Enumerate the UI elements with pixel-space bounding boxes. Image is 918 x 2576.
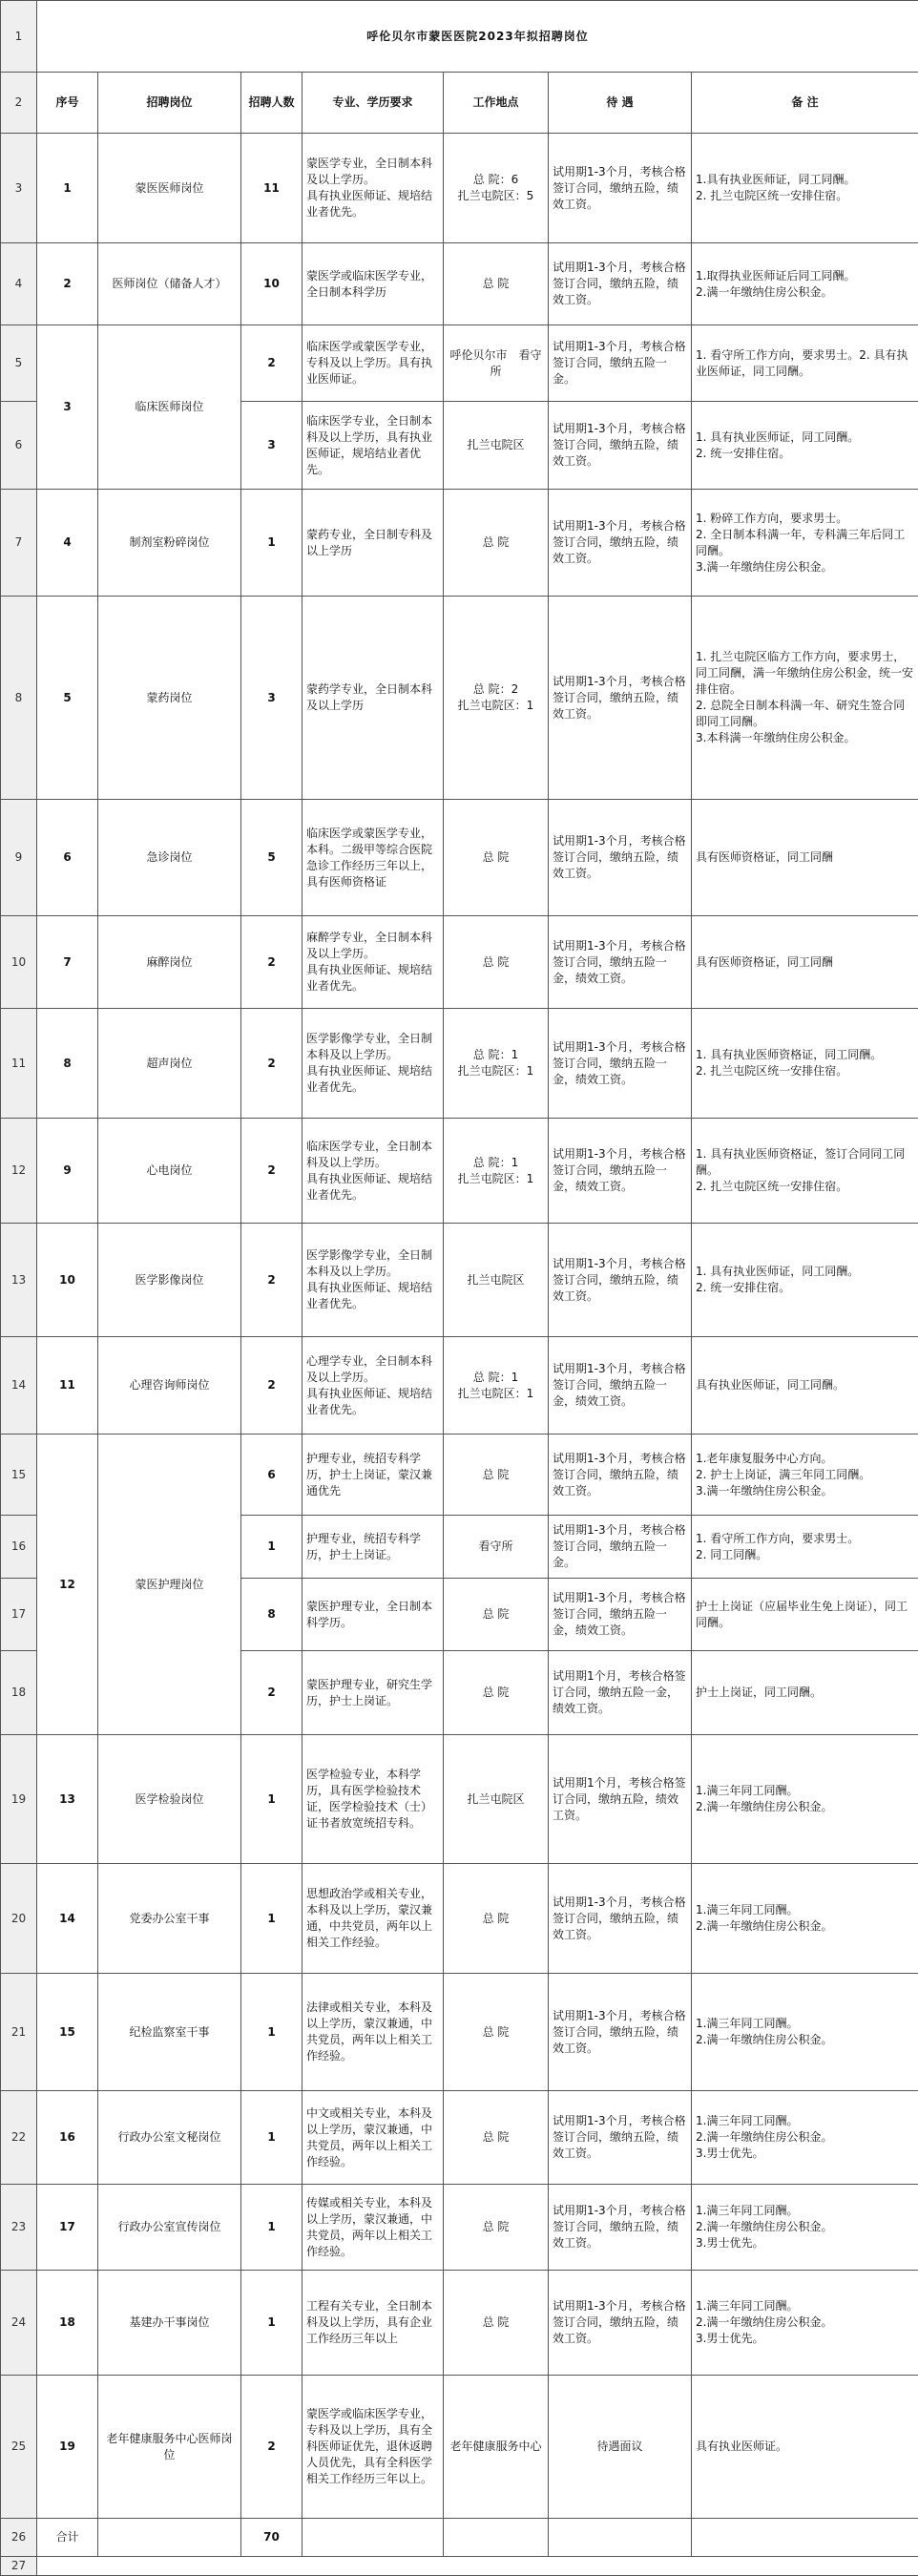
note-cell: 1. 具有执业医师资格证，签订合同同工同酬。 2. 扎兰屯院区统一安排住宿。 [692,1119,918,1224]
place-cell: 总 院 [444,1435,549,1516]
row-number: 23 [1,2185,37,2271]
header-post: 招聘岗位 [98,73,241,134]
requirement-cell: 麻醉学专业，全日制本科及以上学历。 具有执业医师证、规培结业者优先。 [303,916,444,1009]
note-cell: 1.满三年同工同酬。 2.满一年缴纳住房公积金。 3.男士优先。 [692,2091,918,2185]
post-cell: 纪检监察室干事 [98,1974,241,2091]
place-cell: 总 院：1 扎兰屯院区：1 [444,1119,549,1224]
pay-cell: 试用期1-3个月，考核合格签订合同，缴纳五险一金。 [549,1516,692,1579]
note-cell: 护士上岗证（应届毕业生免上岗证），同工同酬。 [692,1579,918,1651]
count-cell: 1 [241,2091,303,2185]
pay-cell: 试用期1-3个月，考核合格签订合同，缴纳五险一金，绩效工资。 [549,1337,692,1435]
pay-cell: 试用期1-3个月，考核合格签订合同，缴纳五险，绩效工资。 [549,243,692,325]
note-cell: 1. 具有执业医师资格证，同工同酬。 2. 扎兰屯院区统一安排住宿。 [692,1009,918,1119]
post-cell: 党委办公室干事 [98,1864,241,1974]
header-row [1,73,918,134]
count-cell: 10 [241,243,303,325]
count-cell: 1 [241,2271,303,2376]
note-cell: 1.老年康复服务中心方向。 2. 护士上岗证，满三年同工同酬。 3.满一年缴纳住房公积金。 [692,1435,918,1516]
pay-cell: 试用期1个月，考核合格签订合同，缴纳五险，绩效工资。 [549,1735,692,1864]
title-row [1,1,918,73]
pay-cell: 试用期1-3个月，考核合格签订合同，缴纳五险，绩效工资。 [549,134,692,243]
post-cell: 麻醉岗位 [98,916,241,1009]
place-cell: 总 院 [444,800,549,916]
note-cell: 1. 粉碎工作方向，要求男士。 2. 全日制本科满一年，专科满三年后同工同酬。 3.满一年缴纳住房公积金。 [692,490,918,597]
note-cell: 1.满三年同工同酬。 2.满一年缴纳住房公积金。 [692,1735,918,1864]
post-cell: 老年健康服务中心医师岗位 [98,2376,241,2519]
table-row [1,916,918,1009]
count-cell: 1 [241,1516,303,1579]
requirement-cell: 思想政治学或相关专业，本科及以上学历，蒙汉兼通，中共党员，两年以上相关工作经验。 [303,1864,444,1974]
requirement-cell: 临床医学或蒙医学专业，专科及以上学历。具有执业医师证。 [303,325,444,402]
header-req: 专业、学历要求 [303,73,444,134]
pay-cell: 试用期1-3个月，考核合格签订合同，缴纳五险一金，绩效工资。 [549,1009,692,1119]
table-row [1,2091,918,2185]
total-row [1,2519,918,2557]
note-cell: 具有执业医师证。 [692,2376,918,2519]
row-number: 14 [1,1337,37,1435]
requirement-cell: 临床医学专业，全日制本科及以上学历，具有执业医师证，规培结业者优先。 [303,402,444,490]
row-number: 4 [1,243,37,325]
place-cell: 扎兰屯院区 [444,402,549,490]
table-row [1,1735,918,1864]
place-cell: 老年健康服务中心 [444,2376,549,2519]
pay-cell: 试用期1-3个月，考核合格签订合同，缴纳五险一金，绩效工资。 [549,1119,692,1224]
post-cell: 蒙医医师岗位 [98,134,241,243]
requirement-cell: 蒙医学或临床医学专业，全日制本科学历 [303,243,444,325]
note-cell: 1. 具有执业医师证，同工同酬。 2. 统一安排住宿。 [692,402,918,490]
requirement-cell: 蒙医护理专业，全日制本科学历。 [303,1579,444,1651]
header-pay: 待 遇 [549,73,692,134]
requirement-cell: 蒙药专业，全日制专科及以上学历 [303,490,444,597]
note-cell: 1. 看守所工作方向，要求男士。 2. 同工同酬。 [692,1516,918,1579]
place-cell: 总 院 [444,2185,549,2271]
place-cell: 总 院 [444,916,549,1009]
row-number: 1 [1,1,37,73]
seq-cell: 4 [37,490,98,597]
seq-cell: 16 [37,2091,98,2185]
seq-cell: 6 [37,800,98,916]
post-cell: 蒙医护理岗位 [98,1435,241,1735]
requirement-cell: 蒙药学专业，全日制本科及以上学历 [303,597,444,800]
place-cell: 总 院 [444,243,549,325]
table-row [1,2185,918,2271]
row-number: 6 [1,402,37,490]
header-place: 工作地点 [444,73,549,134]
post-cell: 医学检验岗位 [98,1735,241,1864]
post-cell: 医师岗位（储备人才） [98,243,241,325]
note-cell: 1. 扎兰屯院区临方工作方向，要求男士，同工同酬，满一年缴纳住房公积金，统一安排住宿。 2. 总院全日制本科满一年、研究生签合同即同工同酬。 3.本科满一年缴纳住房公积金。 [692,597,918,800]
row-number: 27 [1,2557,37,2576]
place-cell: 总 院 [444,1974,549,2091]
requirement-cell: 中文或相关专业，本科及以上学历，蒙汉兼通，中共党员，两年以上相关工作经验。 [303,2091,444,2185]
row-number: 25 [1,2376,37,2519]
pay-cell: 试用期1-3个月，考核合格签订合同，缴纳五险，绩效工资。 [549,1974,692,2091]
count-cell: 2 [241,2376,303,2519]
table-row [1,1009,918,1119]
header-count: 招聘人数 [241,73,303,134]
count-cell: 2 [241,1651,303,1735]
table-row [1,597,918,800]
row-number: 17 [1,1579,37,1651]
table-row [1,2376,918,2519]
note-cell: 1. 看守所工作方向，要求男士。2. 具有执业医师证，同工同酬。 [692,325,918,402]
requirement-cell: 工程有关专业，全日制本科及以上学历，具有企业工作经历三年以上 [303,2271,444,2376]
row-number: 18 [1,1651,37,1735]
place-cell: 总 院 [444,1579,549,1651]
row-number: 15 [1,1435,37,1516]
seq-cell: 18 [37,2271,98,2376]
row-number: 10 [1,916,37,1009]
place-cell: 扎兰屯院区 [444,1735,549,1864]
requirement-cell: 蒙医护理专业，研究生学历，护士上岗证。 [303,1651,444,1735]
requirement-cell: 临床医学或蒙医学专业，本科。二级甲等综合医院急诊工作经历三年以上，具有医师资格证 [303,800,444,916]
seq-cell: 10 [37,1224,98,1337]
table-row [1,2271,918,2376]
note-cell: 护士上岗证，同工同酬。 [692,1651,918,1735]
pay-cell: 试用期1-3个月，考核合格签订合同，缴纳五险一金，绩效工资。 [549,916,692,1009]
row-number: 26 [1,2519,37,2557]
requirement-cell: 医学检验专业，本科学历，具有医学检验技术证，医学检验技术（士）证书者放宽统招专科。 [303,1735,444,1864]
pay-cell: 试用期1-3个月，考核合格签订合同，缴纳五险，绩效工资。 [549,490,692,597]
seq-cell: 17 [37,2185,98,2271]
count-cell: 2 [241,1337,303,1435]
seq-cell: 19 [37,2376,98,2519]
post-cell: 心理咨询师岗位 [98,1337,241,1435]
requirement-cell: 传媒或相关专业，本科及以上学历，蒙汉兼通，中共党员，两年以上相关工作经验。 [303,2185,444,2271]
count-cell: 3 [241,597,303,800]
pay-cell: 试用期1-3个月，考核合格签订合同，缴纳五险，绩效工资。 [549,1224,692,1337]
row-number: 12 [1,1119,37,1224]
post-cell: 蒙药岗位 [98,597,241,800]
page-title: 呼伦贝尔市蒙医医院2023年拟招聘岗位 [37,1,918,73]
table-row [1,325,918,402]
count-cell: 2 [241,1009,303,1119]
place-cell: 总 院 [444,1651,549,1735]
note-cell: 1.满三年同工同酬。 2.满一年缴纳住房公积金。 [692,1864,918,1974]
post-cell: 临床医师岗位 [98,325,241,490]
place-cell: 总 院 [444,490,549,597]
pay-cell: 试用期1-3个月，考核合格签订合同，缴纳五险，绩效工资。 [549,1864,692,1974]
post-cell: 行政办公室宣传岗位 [98,2185,241,2271]
pay-cell: 试用期1-3个月，考核合格签订合同，缴纳五险一金。 [549,325,692,402]
seq-cell: 12 [37,1435,98,1735]
pay-cell: 试用期1-3个月，考核合格签订合同，缴纳五险，绩效工资。 [549,1435,692,1516]
pay-cell: 试用期1-3个月，考核合格签订合同，缴纳五险，绩效工资。 [549,2271,692,2376]
count-cell: 2 [241,1224,303,1337]
row-number: 24 [1,2271,37,2376]
post-cell: 行政办公室文秘岗位 [98,2091,241,2185]
seq-cell: 3 [37,325,98,490]
row-number: 16 [1,1516,37,1579]
row-number: 13 [1,1224,37,1337]
count-cell: 2 [241,325,303,402]
requirement-cell: 护理专业，统招专科学历，护士上岗证。 [303,1516,444,1579]
row-number: 7 [1,490,37,597]
requirement-cell: 医学影像学专业，全日制本科及以上学历。 具有执业医师证、规培结业者优先。 [303,1009,444,1119]
row-number: 5 [1,325,37,402]
note-cell: 具有医师资格证，同工同酬 [692,916,918,1009]
pay-cell: 待遇面议 [549,2376,692,2519]
table-row [1,1224,918,1337]
count-cell: 3 [241,402,303,490]
requirement-cell: 蒙医学专业，全日制本科及以上学历。 具有执业医师证、规培结业者优先。 [303,134,444,243]
note-cell: 1.取得执业医师证后同工同酬。 2.满一年缴纳住房公积金。 [692,243,918,325]
seq-cell: 2 [37,243,98,325]
empty-cell [692,2519,918,2557]
post-cell: 心电岗位 [98,1119,241,1224]
count-cell: 8 [241,1579,303,1651]
requirement-cell: 医学影像学专业，全日制本科及以上学历。 具有执业医师证、规培结业者优先。 [303,1224,444,1337]
count-cell: 1 [241,1864,303,1974]
empty-cell [549,2519,692,2557]
row-number: 8 [1,597,37,800]
place-cell: 总 院 [444,1864,549,1974]
requirement-cell: 护理专业，统招专科学历，护士上岗证，蒙汉兼通优先 [303,1435,444,1516]
empty-cell [37,2557,918,2576]
place-cell: 总 院：1 扎兰屯院区：1 [444,1337,549,1435]
post-cell: 基建办干事岗位 [98,2271,241,2376]
count-cell: 6 [241,1435,303,1516]
count-cell: 1 [241,1735,303,1864]
count-cell: 2 [241,916,303,1009]
note-cell: 具有执业医师证，同工同酬。 [692,1337,918,1435]
pay-cell: 试用期1个月，考核合格签订合同，缴纳五险一金，绩效工资。 [549,1651,692,1735]
table-row [1,1337,918,1435]
table-row [1,243,918,325]
pay-cell: 试用期1-3个月，考核合格签订合同，缴纳五险，绩效工资。 [549,2091,692,2185]
seq-cell: 11 [37,1337,98,1435]
count-cell: 1 [241,1974,303,2091]
note-cell: 1. 具有执业医师证，同工同酬。 2. 统一安排住宿。 [692,1224,918,1337]
requirement-cell: 心理学专业，全日制本科及以上学历。 具有执业医师证、规培结业者优先。 [303,1337,444,1435]
note-cell: 1.满三年同工同酬。 2.满一年缴纳住房公积金。 3.男士优先。 [692,2185,918,2271]
place-cell: 总 院：6 扎兰屯院区：5 [444,134,549,243]
total-label: 合计 [37,2519,98,2557]
table-row [1,1864,918,1974]
post-cell: 急诊岗位 [98,800,241,916]
table-row [1,134,918,243]
row-number: 3 [1,134,37,243]
requirement-cell: 临床医学专业，全日制本科及以上学历。 具有执业医师证、规培结业者优先。 [303,1119,444,1224]
place-cell: 总 院 [444,2271,549,2376]
post-cell: 超声岗位 [98,1009,241,1119]
pay-cell: 试用期1-3个月，考核合格签订合同，缴纳五险，绩效工资。 [549,800,692,916]
place-cell: 扎兰屯院区 [444,1224,549,1337]
table-row [1,1119,918,1224]
count-cell: 2 [241,1119,303,1224]
requirement-cell: 法律或相关专业，本科及以上学历，蒙汉兼通，中共党员，两年以上相关工作经验。 [303,1974,444,2091]
pay-cell: 试用期1-3个月，考核合格签订合同，缴纳五险，绩效工资。 [549,597,692,800]
place-cell: 看守所 [444,1516,549,1579]
post-cell: 医学影像岗位 [98,1224,241,1337]
seq-cell: 1 [37,134,98,243]
empty-cell [444,2519,549,2557]
pay-cell: 试用期1-3个月，考核合格签订合同，缴纳五险一金，绩效工资。 [549,1579,692,1651]
seq-cell: 14 [37,1864,98,1974]
place-cell: 总 院 [444,2091,549,2185]
place-cell: 总 院：1 扎兰屯院区：1 [444,1009,549,1119]
row-number: 2 [1,73,37,134]
note-cell: 1.满三年同工同酬。 2.满一年缴纳住房公积金。 [692,1974,918,2091]
row-number: 9 [1,800,37,916]
requirement-cell: 蒙医学或临床医学专业，专科及以上学历，具有全科医师证优先，退休返聘人员优先，具有全科医学相关工作经历三年以上。 [303,2376,444,2519]
header-note: 备 注 [692,73,918,134]
table-row [1,2557,918,2576]
place-cell: 呼伦贝尔市 看守所 [444,325,549,402]
note-cell: 具有医师资格证，同工同酬 [692,800,918,916]
row-number: 19 [1,1735,37,1864]
table-row [1,1435,918,1516]
count-cell: 1 [241,490,303,597]
post-cell: 制剂室粉碎岗位 [98,490,241,597]
count-cell: 1 [241,2185,303,2271]
seq-cell: 9 [37,1119,98,1224]
row-number: 20 [1,1864,37,1974]
seq-cell: 5 [37,597,98,800]
seq-cell: 13 [37,1735,98,1864]
row-number: 21 [1,1974,37,2091]
empty-cell [98,2519,241,2557]
seq-cell: 8 [37,1009,98,1119]
total-count: 70 [241,2519,303,2557]
pay-cell: 试用期1-3个月，考核合格签订合同，缴纳五险，绩效工资。 [549,402,692,490]
header-seq: 序号 [37,73,98,134]
count-cell: 5 [241,800,303,916]
pay-cell: 试用期1-3个月，考核合格签订合同，缴纳五险，绩效工资。 [549,2185,692,2271]
empty-cell [303,2519,444,2557]
table-row [1,490,918,597]
note-cell: 1.满三年同工同酬。 2.满一年缴纳住房公积金。 3.男士优先。 [692,2271,918,2376]
seq-cell: 7 [37,916,98,1009]
table-row [1,800,918,916]
row-number: 22 [1,2091,37,2185]
count-cell: 11 [241,134,303,243]
place-cell: 总 院：2 扎兰屯院区：1 [444,597,549,800]
table-row [1,1974,918,2091]
seq-cell: 15 [37,1974,98,2091]
note-cell: 1.具有执业医师证，同工同酬。 2. 扎兰屯院区统一安排住宿。 [692,134,918,243]
row-number: 11 [1,1009,37,1119]
